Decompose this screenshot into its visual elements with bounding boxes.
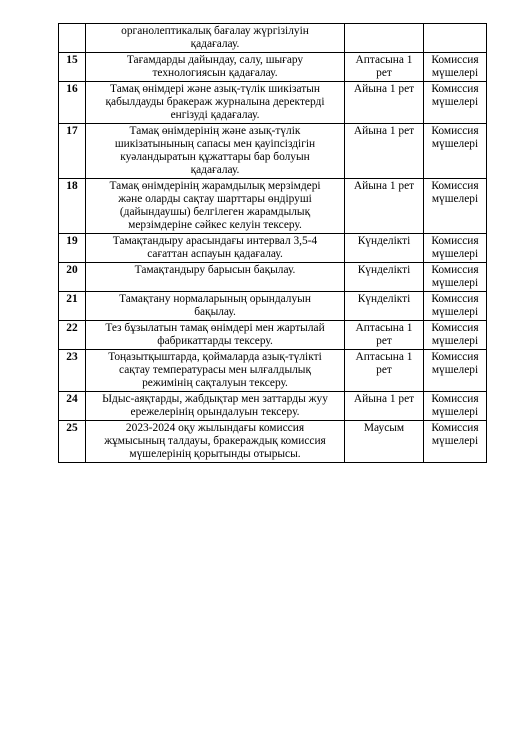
- responsible-line: Комиссия: [431, 125, 479, 137]
- responsible-line: Комиссия: [431, 293, 479, 305]
- responsible-line: мүшелері: [431, 364, 479, 376]
- task-description-line: органолептикалық бағалау жүргізілуін: [121, 25, 309, 37]
- task-description-line: қадағалау.: [190, 164, 240, 176]
- row-number: 25: [59, 421, 86, 463]
- responsible-line: Комиссия: [431, 83, 479, 95]
- inspection-plan-table: [58, 23, 487, 463]
- task-description-line: Тағамдарды дайындау, салу, шығару: [126, 54, 304, 66]
- table-body: [59, 24, 487, 463]
- task-description-line: 2023-2024 оқу жылындағы комиссия: [125, 422, 305, 434]
- frequency-line: Күнделікті: [357, 235, 411, 247]
- responsible-cell: [424, 350, 487, 392]
- responsible-line: мүшелері: [431, 277, 479, 289]
- table-row: [59, 234, 487, 263]
- frequency-line: рет: [376, 364, 392, 376]
- frequency-line: Аптасына 1: [355, 351, 413, 363]
- responsible-line: мүшелері: [431, 335, 479, 347]
- task-description-line: (дайындаушы) белгілеген жарамдылық: [119, 206, 311, 218]
- responsible-line: Комиссия: [431, 422, 479, 434]
- responsible-line: мүшелері: [431, 435, 479, 447]
- frequency-line: Айына 1 рет: [353, 83, 415, 95]
- frequency-cell: [345, 124, 424, 179]
- responsible-line: Комиссия: [431, 351, 479, 363]
- row-number: 17: [59, 124, 86, 179]
- task-description-cell: [86, 82, 345, 124]
- task-description-cell: [86, 421, 345, 463]
- task-description-line: енгізуді қадағалау.: [170, 109, 260, 121]
- task-description-line: Тамақтандыру арасындағы интервал 3,5-4: [112, 235, 318, 247]
- responsible-line: Комиссия: [431, 322, 479, 334]
- task-description-cell: [86, 124, 345, 179]
- frequency-cell: [345, 392, 424, 421]
- table-row: [59, 24, 487, 53]
- frequency-cell: [345, 263, 424, 292]
- table-row: [59, 421, 487, 463]
- responsible-line: мүшелері: [431, 138, 479, 150]
- task-description-line: қабылдауды бракераж журналына деректерді: [105, 96, 325, 108]
- row-number: 24: [59, 392, 86, 421]
- responsible-line: мүшелері: [431, 67, 479, 79]
- row-number: 20: [59, 263, 86, 292]
- row-number: 21: [59, 292, 86, 321]
- responsible-line: Комиссия: [431, 180, 479, 192]
- task-description-line: және оларды сақтау шарттары өндіруші: [118, 193, 312, 205]
- task-description-line: сақтау температурасы мен ылғалдылық: [119, 364, 311, 376]
- table-row: [59, 124, 487, 179]
- table-row: [59, 179, 487, 234]
- frequency-cell: [345, 321, 424, 350]
- table-row: [59, 392, 487, 421]
- responsible-line: Комиссия: [431, 393, 479, 405]
- responsible-cell: [424, 179, 487, 234]
- task-description-cell: [86, 24, 345, 53]
- task-description-line: ережелерінің орындалуын тексеру.: [130, 406, 300, 418]
- task-description-line: жұмысының талдауы, бракераждық комиссия: [104, 435, 326, 447]
- responsible-cell: [424, 392, 487, 421]
- row-number: 16: [59, 82, 86, 124]
- frequency-line: Күнделікті: [357, 264, 411, 276]
- task-description-line: Тамақтану нормаларының орындалуын: [119, 293, 311, 305]
- frequency-cell: [345, 53, 424, 82]
- responsible-line: мүшелері: [431, 193, 479, 205]
- task-description-line: шикізатынының сапасы мен қауіпсіздігін: [114, 138, 316, 150]
- table-row: [59, 263, 487, 292]
- task-description-line: қадағалау.: [190, 38, 240, 50]
- responsible-cell: [424, 53, 487, 82]
- task-description-line: технологиясын қадағалау.: [152, 67, 278, 79]
- task-description-line: мерзімдеріне сәйкес келуін тексеру.: [128, 219, 302, 231]
- task-description-line: режимінің сақталуын тексеру.: [142, 377, 288, 389]
- task-description-line: Ыдыс-аяқтарды, жабдықтар мен заттарды жуу: [102, 393, 328, 405]
- task-description-line: Тоңазытқыштарда, қоймаларда азық-түлікті: [108, 351, 322, 363]
- task-description-cell: [86, 263, 345, 292]
- task-description-cell: [86, 350, 345, 392]
- task-description-line: Тамақтандыру барысын бақылау.: [134, 264, 296, 276]
- task-description-cell: [86, 53, 345, 82]
- responsible-cell: [424, 421, 487, 463]
- frequency-line: рет: [376, 67, 392, 79]
- table-row: [59, 321, 487, 350]
- task-description-line: мүшелерінің қорытынды отырысы.: [129, 448, 301, 460]
- frequency-line: Айына 1 рет: [353, 125, 415, 137]
- frequency-line: Күнделікті: [357, 293, 411, 305]
- row-number: 15: [59, 53, 86, 82]
- table-row: [59, 53, 487, 82]
- row-number: 19: [59, 234, 86, 263]
- row-number: 22: [59, 321, 86, 350]
- task-description-line: Тамақ өнімдерінің және азық-түлік: [129, 125, 301, 137]
- responsible-cell: [424, 24, 487, 53]
- frequency-line: Айына 1 рет: [353, 180, 415, 192]
- responsible-line: мүшелері: [431, 96, 479, 108]
- responsible-line: Комиссия: [431, 54, 479, 66]
- frequency-cell: [345, 350, 424, 392]
- responsible-cell: [424, 234, 487, 263]
- responsible-cell: [424, 263, 487, 292]
- table-row: [59, 350, 487, 392]
- responsible-cell: [424, 82, 487, 124]
- task-description-cell: [86, 234, 345, 263]
- task-description-line: бақылау.: [194, 306, 236, 318]
- row-number: 18: [59, 179, 86, 234]
- responsible-line: мүшелері: [431, 306, 479, 318]
- row-number: [59, 24, 86, 53]
- task-description-line: Тез бұзылатын тамақ өнімдері мен жартылай: [105, 322, 325, 334]
- responsible-line: Комиссия: [431, 235, 479, 247]
- frequency-cell: [345, 234, 424, 263]
- responsible-cell: [424, 321, 487, 350]
- frequency-line: рет: [376, 335, 392, 347]
- frequency-cell: [345, 179, 424, 234]
- frequency-cell: [345, 292, 424, 321]
- table-row: [59, 292, 487, 321]
- task-description-cell: [86, 392, 345, 421]
- frequency-cell: [345, 421, 424, 463]
- frequency-cell: [345, 24, 424, 53]
- task-description-line: Тамақ өнімдері және азық-түлік шикізатын: [110, 83, 320, 95]
- responsible-line: мүшелері: [431, 248, 479, 260]
- frequency-line: Аптасына 1: [355, 54, 413, 66]
- task-description-line: Тамақ өнімдерінің жарамдылық мерзімдері: [109, 180, 321, 192]
- frequency-cell: [345, 82, 424, 124]
- task-description-line: сағаттан аспауын қадағалау.: [147, 248, 283, 260]
- responsible-cell: [424, 124, 487, 179]
- responsible-line: Комиссия: [431, 264, 479, 276]
- task-description-cell: [86, 292, 345, 321]
- table-row: [59, 82, 487, 124]
- frequency-line: Маусым: [363, 422, 405, 434]
- task-description-line: куәландыратын құжаттары бар болуын: [120, 151, 310, 163]
- frequency-line: Айына 1 рет: [353, 393, 415, 405]
- frequency-line: Аптасына 1: [355, 322, 413, 334]
- row-number: 23: [59, 350, 86, 392]
- responsible-line: мүшелері: [431, 406, 479, 418]
- task-description-cell: [86, 179, 345, 234]
- task-description-cell: [86, 321, 345, 350]
- responsible-cell: [424, 292, 487, 321]
- task-description-line: фабрикаттарды тексеру.: [157, 335, 273, 347]
